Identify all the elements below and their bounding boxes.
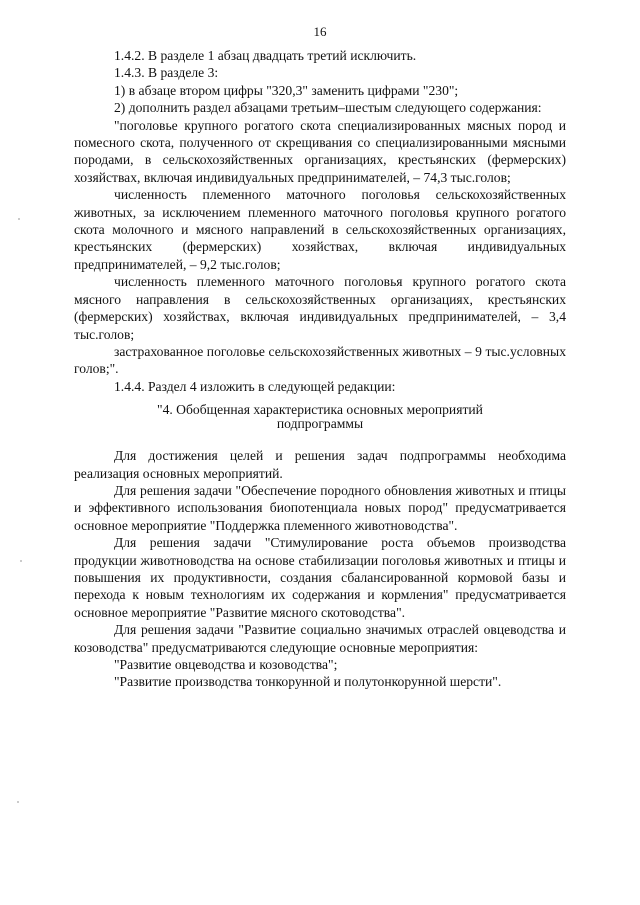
page-number: 16 (313, 24, 327, 39)
paragraph-breeding-stock: численность племенного маточного поголовья сельскохозяйственных животных, за исключением племенного маточного поголовья крупного рогатого скота молочного и мясного направлений в сельскохозяйственных организациях, крестьянских (фермерских) хозяйствах, включая индивидуальных предпринимателей, – 9,2 тыс.голов; (74, 187, 566, 272)
paragraph-insured-livestock: застрахованное поголовье сельскохозяйственных животных – 9 тыс.условных голов;". (74, 343, 566, 377)
scan-dot (18, 218, 20, 220)
document-body (74, 47, 566, 691)
paragraph-measure-sheep-goat: "Развитие овцеводства и козоводства"; (114, 657, 338, 672)
section-heading-line-2: подпрограммы (276, 416, 364, 432)
paragraph-breed-renewal: Для решения задачи "Обеспечение породного обновления животных и птицы и эффективного использования биопотенциала новых пород" предусматривается основное мероприятие "Поддержка племенного животноводства". (74, 482, 566, 533)
section-heading-line-1: "4. Обобщенная характеристика основных мероприятий (157, 402, 483, 418)
paragraph-1-4-3: 1.4.3. В разделе 3: (114, 65, 219, 81)
paragraph-item-2: 2) дополнить раздел абзацами третьим–шестым следующего содержания: (114, 100, 542, 116)
paragraph-beef-breeding-stock: численность племенного маточного поголовья крупного рогатого скота мясного направления в сельскохозяйственных организациях, крестьянских (фермерских) хозяйствах, включая индивидуальных предпринимателей, – 3,4 тыс.голов; (74, 274, 566, 342)
paragraph-production-growth: Для решения задачи "Стимулирование роста объемов производства продукции животноводства на основе стабилизации поголовья животных и птицы и повышения их продуктивности, создания сбалансированной кормовой базы и перехода к новым технологиям их содержания и кормления" предусматривается основное мероприятие "Развитие мясного скотоводства". (74, 535, 566, 620)
scan-dot (17, 801, 19, 803)
paragraph-item-1: 1) в абзаце втором цифры "320,3" заменить цифрами "230"; (114, 82, 459, 98)
paragraph-cattle-livestock: "поголовье крупного рогатого скота специализированных мясных пород и помесного скота, полученного от скрещивания со специализированными мясными породами, в сельскохозяйственных организациях, крестьянских (фермерских) хозяйствах, включая индивидуальных предпринимателей, – 74,3 тыс.голов; (74, 117, 566, 185)
paragraph-goals: Для достижения целей и решения задач подпрограммы необходима реализация основных мероприятий. (74, 448, 566, 481)
paragraph-1-4-2: 1.4.2. В разделе 1 абзац двадцать третий исключить. (114, 48, 417, 63)
section-heading (74, 403, 566, 431)
paragraph-sheep-goat: Для решения задачи "Развитие социально значимых отраслей овцеводства и козоводства" предусматриваются следующие основные мероприятия: (74, 622, 566, 655)
scan-dot (20, 560, 22, 562)
paragraph-1-4-4: 1.4.4. Раздел 4 изложить в следующей редакции: (114, 378, 396, 394)
paragraph-measure-wool: "Развитие производства тонкорунной и полутонкорунной шерсти". (114, 674, 502, 690)
